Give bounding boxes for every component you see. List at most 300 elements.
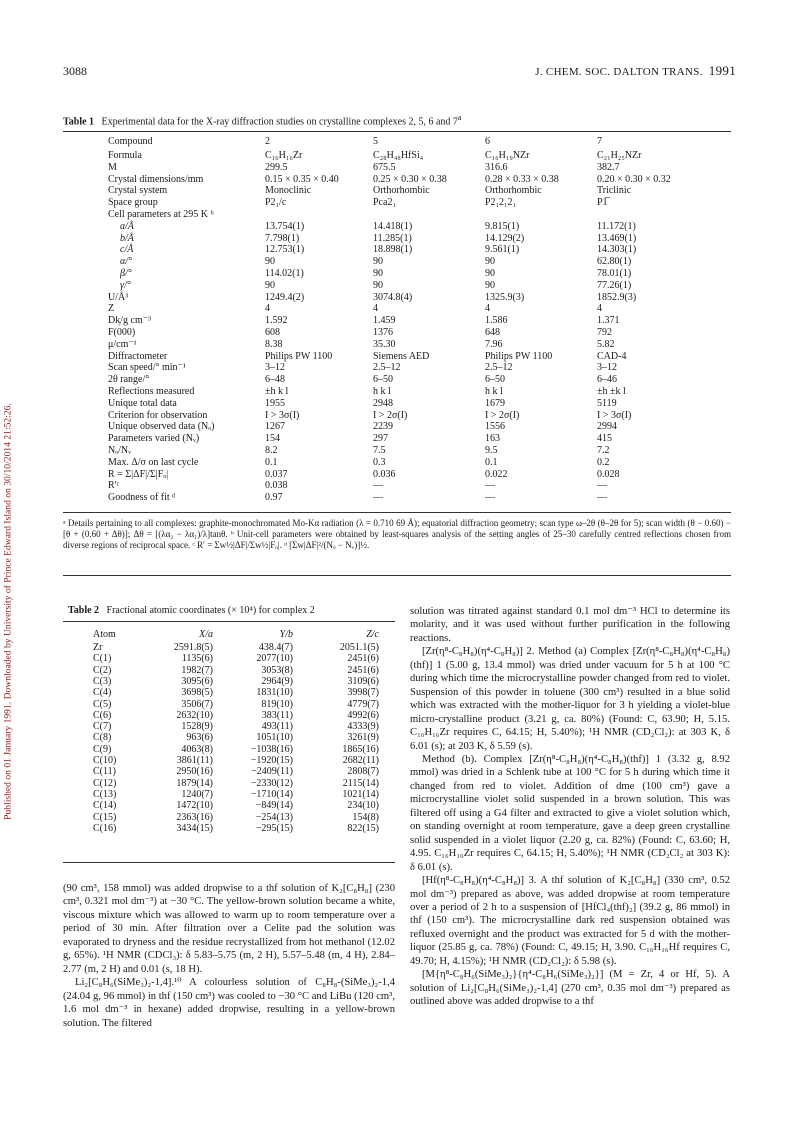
table2-row: [93, 653, 379, 664]
table1-row-label: Nₒ/Nᵥ: [108, 444, 132, 456]
table1-cell: 1267: [265, 421, 285, 433]
table1-cell: 114.02(1): [265, 267, 304, 279]
table2-top-rule: [63, 621, 395, 622]
table1-cell: 18.898(1): [373, 244, 413, 256]
table1-cell: CAD-4: [597, 350, 627, 362]
table2-row: [93, 642, 379, 653]
table1-row: [108, 374, 707, 386]
table1-row-label: U/Å³: [108, 291, 129, 303]
table1-cell: 0.036: [373, 468, 396, 480]
table1-cell: 1.592: [265, 315, 288, 327]
table1-cell: 1.459: [373, 315, 396, 327]
table1-cell: 9.5: [485, 444, 498, 456]
table1-caption-text: Experimental data for the X-ray diffraction studies on crystalline complexes 2, 5, 6 and 7: [101, 116, 458, 128]
table1-cell: 2.5–12: [485, 362, 513, 374]
table1-cell: C₁₆H₁₉NZr: [485, 150, 530, 161]
table2-cell: C(5): [93, 698, 112, 710]
table1-row: [108, 233, 707, 245]
table1-row-label: Goodness of fit ᵈ: [108, 492, 176, 504]
table2-row: [93, 778, 379, 789]
table1-cell: I > 3σ(I): [597, 409, 632, 421]
table1-cell: I > 2σ(I): [373, 409, 408, 421]
table1-cell: 2239: [373, 421, 393, 433]
table1-row: [108, 386, 707, 398]
table2-cell: C(16): [93, 822, 117, 834]
table1-row-label: Crystal dimensions/mm: [108, 173, 204, 185]
table1-row-label: Z: [108, 303, 115, 315]
table1-cell: 299.5: [265, 161, 288, 173]
table1-row-label: μ/cm⁻¹: [108, 338, 137, 350]
table2-row: [93, 732, 379, 743]
table1-caption: [63, 113, 462, 127]
table1-row: [108, 351, 707, 363]
table1-row-label: c/Å: [120, 244, 134, 256]
table1-cell: 90: [373, 256, 383, 268]
table1-cell: h k l: [373, 385, 391, 397]
table2-cell: 383(11): [261, 709, 293, 721]
table1-row-label: Max. Δ/σ on last cycle: [108, 456, 199, 468]
table1-row: [108, 398, 707, 410]
table2-cell: C(13): [93, 788, 117, 800]
table1-row-label: Formula: [108, 150, 142, 161]
table1-cell: I > 3σ(I): [265, 409, 300, 421]
right-paragraph: [Zr(η⁸-C₈H₈)(η⁴-C₈H₈)] 2. Method (a) Complex [Zr(η⁸-C₈H₈)(η⁴-C₈H₈)(thf)] 1 (5.00 g, 13.4 mmol) was dried under vacuum for 5 h at 100 °C during which time the microcrystalline powder changed from red to violet. Suspension of this powder in toluene (300 cm³) resulted in a blue solid which was extracted with the mother-liquor for 3 h yielding a violet-blue micro-crystalline product (3.21 g, ca. 80%) (Found: C, 63.90; H, 5.15. C₁₆H₁₆Zr requires C, 64.15; H, 5.40%); ¹H NMR (CD₂Cl₂): at 303 K, δ 6.01 (s); at 203 K, δ 5.59 (s).: [410, 646, 730, 752]
page-number: 3088: [63, 64, 87, 78]
table1-cell: 4: [373, 303, 378, 315]
table2-cell: Zr: [93, 642, 103, 654]
table1-row-label: Criterion for observation: [108, 409, 208, 421]
table2-row: [93, 800, 379, 811]
table1-cell: 415: [597, 433, 612, 445]
table2-cell: 1879(14): [176, 777, 213, 789]
journal-name: J. CHEM. SOC. DALTON TRANS.: [535, 66, 703, 78]
table2-cell: 4333(9): [347, 721, 379, 733]
table2-cell: 2451(6): [347, 664, 379, 676]
table1-row-label: Unique observed data (Nₒ): [108, 421, 215, 433]
table1-cell: 0.28 × 0.33 × 0.38: [485, 173, 559, 185]
table1-cell: P2₁/c: [265, 197, 287, 209]
table2-cell: −2330(12): [250, 777, 293, 789]
table1-cell: 0.3: [373, 456, 386, 468]
table2-cell: 2115(14): [342, 777, 379, 789]
left-paragraph: (90 cm³, 158 mmol) was added dropwise to a thf solution of K₂[C₈H₈] (230 cm³, 0.321 mol dm⁻³) at −30 °C. The yellow-brown solution became a white, viscous mixture which was allowed to warm up to room temperature over a period of 30 min. After filtration over a Celite pad the solution was evaporated to dryness and the residue recrystallized from hot methanol (12.02 g, 65%). ¹H NMR (CDCl₃): δ 5.83–5.75 (m, 2 H), 5.57–5.48 (m, 4 H), 2.84–2.77 (m, 2 H) and 0.01 (s, 18 H).: [63, 883, 395, 975]
table1-header-cell: Compound: [108, 136, 153, 147]
table1-cell: 7.798(1): [265, 232, 300, 244]
table1-cell: 11.285(1): [373, 232, 412, 244]
table1-header-cell: 5: [373, 136, 378, 147]
table1-row: [108, 457, 707, 469]
table2-cell: 493(11): [261, 721, 293, 733]
table1-cell: 0.97: [265, 492, 283, 504]
table2-cell: 1021(14): [342, 788, 379, 800]
table1-row: [108, 433, 707, 445]
table1-cell: 0.037: [265, 468, 288, 480]
table1-caption-label: Table 1: [63, 116, 95, 128]
table2-bottom-rule: [63, 862, 395, 863]
table1-header-cell: 2: [265, 136, 270, 147]
table1-cell: 35.30: [373, 338, 396, 350]
table1-cell: 90: [485, 279, 495, 291]
table1-cell: 0.15 × 0.35 × 0.40: [265, 173, 339, 185]
table1-cell: 1852.9(3): [597, 291, 637, 303]
table2-cell: 2363(16): [176, 811, 213, 823]
table2-row: [93, 698, 379, 709]
table1-cell: 2.5–12: [373, 362, 401, 374]
table2-cell: −1920(15): [250, 755, 293, 767]
table2-cell: 3095(6): [181, 675, 213, 687]
table2-caption-text: Fractional atomic coordinates (× 10⁴) for complex 2: [106, 605, 315, 616]
table2-cell: −849(14): [255, 800, 293, 812]
table2-row: [93, 687, 379, 698]
table2-cell: 1472(10): [176, 800, 213, 812]
table1-row: [108, 315, 707, 327]
table1-cell: 90: [265, 256, 275, 268]
table2-cell: 3109(6): [347, 675, 379, 687]
table2-cell: C(14): [93, 800, 117, 812]
table1-cell: Philips PW 1100: [485, 350, 553, 362]
table2-header-cell: X/a: [199, 628, 213, 640]
table1-cell: Orthorhombic: [485, 185, 542, 197]
table1-cell: I > 2σ(I): [485, 409, 520, 421]
table1-cell: 675.5: [373, 161, 396, 173]
section-rule: [63, 575, 731, 576]
table1-row: [108, 492, 707, 504]
table1-cell: 2994: [597, 421, 617, 433]
table2-cell: −254(13): [255, 811, 293, 823]
table2-row: [93, 665, 379, 676]
table2-cell: 2964(9): [261, 675, 293, 687]
table1-header-cell: 7: [597, 136, 602, 147]
table1-cell: 382.7: [597, 161, 620, 173]
table1-cell: 154: [265, 433, 280, 445]
table1-cell: 4: [597, 303, 602, 315]
journal-year: 1991: [708, 63, 736, 78]
table2-cell: C(2): [93, 664, 112, 676]
table2-cell: −1710(14): [250, 788, 293, 800]
table1-cell: —: [373, 492, 383, 504]
table1-cell: Monoclinic: [265, 185, 312, 197]
left-paragraph: Li₂[C₈H₆(SiMe₃)₂-1,4].¹⁰ A colourless solution of C₈H₈-(SiMe₃)₂-1,4 (24.04 g, 96 mmol) in thf (150 cm³) was cooled to −30 °C and LiBu (120 cm³, 1.6 mol dm⁻³ in hexane) added dropwise, resulting in a yellow-brown solution. The filtered: [63, 977, 395, 1029]
table1-cell: 0.20 × 0.30 × 0.32: [597, 173, 671, 185]
table1-cell: ±h k l: [265, 385, 289, 397]
table1-cell: 0.2: [597, 456, 610, 468]
table1-cell: [265, 209, 373, 221]
table1-cell: 90: [373, 267, 383, 279]
table2-cell: 2051.1(5): [339, 642, 379, 654]
table1-cell: 90: [485, 256, 495, 268]
table1-cell: 2948: [373, 397, 393, 409]
table2-row: [93, 755, 379, 766]
table1-cell: 5.82: [597, 338, 615, 350]
table2-cell: 1865(16): [342, 743, 379, 755]
table1-cell: 13.469(1): [597, 232, 637, 244]
table1-cell: —: [597, 480, 607, 492]
table1-cell: 1376: [373, 326, 393, 338]
table2-caption-label: Table 2: [68, 605, 100, 616]
table1-row-label: Space group: [108, 197, 158, 209]
table1-row-label: a/Å: [120, 220, 134, 232]
table1-row: [108, 174, 707, 186]
table1-cell: P2₁2₁2₁: [485, 197, 517, 209]
table1-row-label: R′ᶜ: [108, 480, 120, 492]
table1-cell: 12.753(1): [265, 244, 305, 256]
table1-cell: 1679: [485, 397, 505, 409]
table1-row: [108, 445, 707, 457]
table2-header-cell: Y/b: [279, 628, 293, 640]
table1-row: [108, 256, 707, 268]
table1-cell: 3–12: [265, 362, 285, 374]
right-paragraph: solution was titrated against standard 0.1 mol dm⁻³ HCl to determine its molarity, and it was used without further purification in the following reactions.: [410, 606, 730, 644]
table2-cell: 1051(10): [256, 732, 293, 744]
table2-cell: 963(6): [186, 732, 213, 744]
table1-cell: Triclinic: [597, 185, 632, 197]
table2-row: [93, 811, 379, 822]
table1-caption-sup: a: [457, 113, 462, 122]
table1-cell: 8.2: [265, 444, 278, 456]
table2-cell: 3506(7): [181, 698, 213, 710]
table1-cell: C₁₆H₁₆Zr: [265, 150, 303, 161]
table1-row-label: F(000): [108, 326, 136, 338]
table1-cell: 163: [485, 433, 500, 445]
table2-cell: 1982(7): [181, 664, 213, 676]
right-paragraph: Method (b). Complex [Zr(η⁸-C₈H₈)(η⁴-C₈H₈)(thf)] 1 (3.32 g, 8.92 mmol) was dried in a Schlenk tube at 100 °C for 5 h during which time it changed from red to violet. Addition of dme (100 cm³) gave a microcrystalline violet solid suspended in a brown solution. This was filtered off using a G4 filter and extracted to give a violet solution which, on standing overnight at room temperature, gave a deep green crystalline solid suspended in a violet liquor (2.20 g, ca. 82%) (Found: C, 63.60; H, 4.95. C₁₆H₁₆Zr requires C, 64.15; H, 5.40%); ¹H NMR (CD₂Cl₂ at 303 K): δ 6.01 (s).: [410, 753, 730, 873]
table1-row: [108, 185, 707, 197]
table2-row: [93, 744, 379, 755]
table2-cell: 234(10): [347, 800, 379, 812]
table2-row: [93, 710, 379, 721]
table1-cell: —: [485, 480, 495, 492]
table2-cell: 2682(11): [342, 755, 379, 767]
table2-row: [93, 676, 379, 687]
table2-cell: 2632(10): [176, 709, 213, 721]
table1-cell: 14.418(1): [373, 220, 413, 232]
table2-cell: 4063(8): [181, 743, 213, 755]
table1-cell: 13.754(1): [265, 220, 305, 232]
right-column-text: [410, 605, 730, 1009]
table1-cell: 6–50: [485, 374, 505, 386]
table2-cell: C(11): [93, 766, 116, 778]
table1-cell: 8.38: [265, 338, 283, 350]
table1-row-label: Unique total data: [108, 397, 177, 409]
table2-cell: 3998(7): [347, 687, 379, 699]
table1-row: [108, 303, 707, 315]
table2: [93, 627, 379, 834]
table2-cell: 3861(11): [176, 755, 213, 767]
table1-cell: 90: [485, 267, 495, 279]
table1-cell: 9.815(1): [485, 220, 520, 232]
table1-cell: 608: [265, 326, 280, 338]
table1-cell: [373, 209, 485, 221]
table1-cell: 1.371: [597, 315, 620, 327]
table2-cell: C(6): [93, 709, 112, 721]
table2-cell: 2591.8(5): [173, 642, 213, 654]
left-column-text: [63, 882, 395, 1030]
table1-row: [108, 327, 707, 339]
table1-row: [108, 209, 707, 221]
table1-row-label: b/Å: [120, 232, 134, 244]
table1-cell: 4: [485, 303, 490, 315]
table2-cell: 1831(10): [256, 687, 293, 699]
table1-cell: Pca2₁: [373, 197, 396, 209]
table1-cell: P1̅: [597, 197, 608, 209]
table1-cell: 9.561(1): [485, 244, 520, 256]
table1-cell: ±h ±k l: [597, 385, 626, 397]
table2-cell: 2950(16): [176, 766, 213, 778]
table2-cell: 154(8): [352, 811, 379, 823]
table2-cell: C(9): [93, 743, 112, 755]
table1-row-label: R = Σ|ΔF|/Σ|Fₒ|: [108, 468, 169, 480]
table1-cell: 297: [373, 433, 388, 445]
table1-row: [108, 362, 707, 374]
table1-row: [108, 410, 707, 422]
table1-cell: 7.96: [485, 338, 503, 350]
table1-row: [108, 480, 707, 492]
table1-cell: 0.25 × 0.30 × 0.38: [373, 173, 447, 185]
table1-cell: 1.586: [485, 315, 508, 327]
table2-cell: C(4): [93, 687, 112, 699]
table2-cell: C(12): [93, 777, 117, 789]
table2-cell: 1240(7): [181, 788, 213, 800]
table1-cell: 5119: [597, 397, 617, 409]
table2-row: [93, 721, 379, 732]
table2-cell: C(3): [93, 675, 112, 687]
table2-cell: 822(15): [347, 822, 379, 834]
table1-cell: —: [373, 480, 383, 492]
table2-cell: C(8): [93, 732, 112, 744]
table1-row-label: Parameters varied (Nᵥ): [108, 433, 200, 445]
table1-row: [108, 268, 707, 280]
table1-cell: 90: [373, 279, 383, 291]
table1-row-label: Crystal system: [108, 185, 168, 197]
table1-top-rule: [63, 131, 731, 132]
table1-cell: 0.1: [485, 456, 498, 468]
table1-cell: 62.80(1): [597, 256, 632, 268]
table2-cell: 3698(5): [181, 687, 213, 699]
table2-header-row: [93, 627, 379, 642]
table1: [108, 136, 707, 504]
table1-cell: 7.2: [597, 444, 610, 456]
table1-cell: 0.1: [265, 456, 278, 468]
table1-cell: C₂₈H₄₈HfSi₄: [373, 150, 424, 161]
table2-cell: 438.4(7): [258, 642, 293, 654]
table1-cell: 6–48: [265, 374, 285, 386]
table1-row-label: Scan speed/° min⁻¹: [108, 362, 186, 374]
table1-cell: 1955: [265, 397, 285, 409]
table2-cell: −295(15): [255, 822, 293, 834]
table1-cell: [485, 209, 597, 221]
table2-cell: 2808(7): [347, 766, 379, 778]
table2-cell: C(10): [93, 755, 117, 767]
table1-cell: 1556: [485, 421, 505, 433]
table1-cell: —: [597, 492, 607, 504]
table1-cell: C₂₁H₂₅NZr: [597, 150, 642, 161]
table1-cell: 90: [265, 279, 275, 291]
table1-cell: 78.01(1): [597, 267, 632, 279]
table1-row: [108, 421, 707, 433]
right-paragraph: [M{η⁸-C₈H₆(SiMe₃)₂}{η⁴-C₈H₆(SiMe₃)₂}] (M = Zr, 4 or Hf, 5). A solution of Li₂[C₈H₆(SiMe₃)₂-1,4] (270 cm³, 0.35 mol dm⁻³) prepared as outlined above was added dropwise to a thf: [410, 969, 730, 1008]
table2-cell: 1528(9): [181, 721, 213, 733]
table1-row-label: β/°: [120, 267, 132, 279]
table1-row: [108, 162, 707, 174]
table2-cell: 2077(10): [256, 653, 293, 665]
table1-row-label: γ/°: [120, 279, 131, 291]
table1-row-label: α/°: [120, 256, 133, 268]
table1-cell: 3–12: [597, 362, 617, 374]
table2-cell: −1038(16): [250, 743, 293, 755]
table1-row-label: Diffractometer: [108, 350, 168, 362]
table1-cell: 11.172(1): [597, 220, 636, 232]
table1-cell: Philips PW 1100: [265, 350, 333, 362]
table1-row-label: Cell parameters at 295 K ᵇ: [108, 208, 214, 220]
table1-header-cell: 6: [485, 136, 490, 147]
table1-cell: 0.038: [265, 480, 288, 492]
table1-row: [108, 280, 707, 292]
table1-cell: h k l: [485, 385, 503, 397]
table1-cell: Siemens AED: [373, 350, 430, 362]
table1-cell: 14.129(2): [485, 232, 525, 244]
table1-row: [108, 197, 707, 209]
table2-row: [93, 766, 379, 777]
table2-cell: 3434(15): [176, 822, 213, 834]
table2-cell: 819(10): [261, 698, 293, 710]
table1-cell: 648: [485, 326, 500, 338]
table2-header-cell: Atom: [93, 628, 116, 640]
table2-caption: [68, 605, 315, 616]
table2-cell: C(1): [93, 653, 112, 665]
table1-cell: 0.028: [597, 468, 620, 480]
table2-cell: 3053(8): [261, 664, 293, 676]
table2-cell: 2451(6): [347, 653, 379, 665]
table1-row: [108, 221, 707, 233]
table1-cell: 792: [597, 326, 612, 338]
journal-header: [535, 63, 736, 79]
table1-bottom-rule: [63, 512, 731, 513]
table1-row: [108, 292, 707, 304]
table1-cell: 3074.8(4): [373, 291, 413, 303]
table2-cell: 4992(6): [347, 709, 379, 721]
right-paragraph: [Hf(η⁸-C₈H₈)(η⁴-C₈H₈)] 3. A thf solution of K₂[C₈H₈] (330 cm³, 0.52 mol dm⁻³) prepared as above, was added dropwise at room temperature over a period of 2 h to a suspension of [HfCl₄(thf)₂] (39.2 g, 86 mmol) in thf (150 cm³). The microcrystalline dark red suspension obtained was refluxed overnight and the product was extracted for 5 d with the mother-liquor (25.85 g, ca. 78%) (Found: C, 49.15; H, 3.90. C₁₆H₁₆Hf requires C, 49.70; H, 4.15%); ¹H NMR (CD₂Cl₂): δ 5.98 (s).: [410, 875, 730, 967]
table2-cell: C(15): [93, 811, 117, 823]
table1-header-row: [108, 136, 707, 150]
table1-cell: 77.26(1): [597, 279, 632, 291]
table1-row-label: Reflections measured: [108, 385, 195, 397]
table1-row-label: Dᶄ/g cm⁻³: [108, 315, 151, 327]
table1-cell: 316.6: [485, 161, 508, 173]
table1-row: [108, 244, 707, 256]
table1-cell: 7.5: [373, 444, 386, 456]
table2-row: [93, 823, 379, 834]
table2-cell: 3261(9): [347, 732, 379, 744]
table1-cell: —: [485, 492, 495, 504]
table2-cell: C(7): [93, 721, 112, 733]
table1-cell: Orthorhombic: [373, 185, 430, 197]
table2-row: [93, 789, 379, 800]
table2-cell: 4779(7): [347, 698, 379, 710]
publication-sidebar: Published on 01 January 1991. Downloaded by University of Prince Edward Island on 30/10/2014 21:52:26.: [2, 403, 14, 820]
table1-row: [108, 150, 707, 162]
table1-row-label: 2θ range/°: [108, 374, 150, 386]
table1-cell: 4: [265, 303, 270, 315]
table1-cell: 1249.4(2): [265, 291, 305, 303]
table1-cell: 1325.9(3): [485, 291, 525, 303]
table1-cell: 6–50: [373, 374, 393, 386]
table1-cell: [597, 209, 707, 221]
table2-cell: 1135(6): [181, 653, 213, 665]
table1-row-label: M: [108, 161, 117, 173]
table1-row: [108, 339, 707, 351]
table2-cell: −2409(11): [251, 766, 293, 778]
table1-cell: 14.303(1): [597, 244, 637, 256]
